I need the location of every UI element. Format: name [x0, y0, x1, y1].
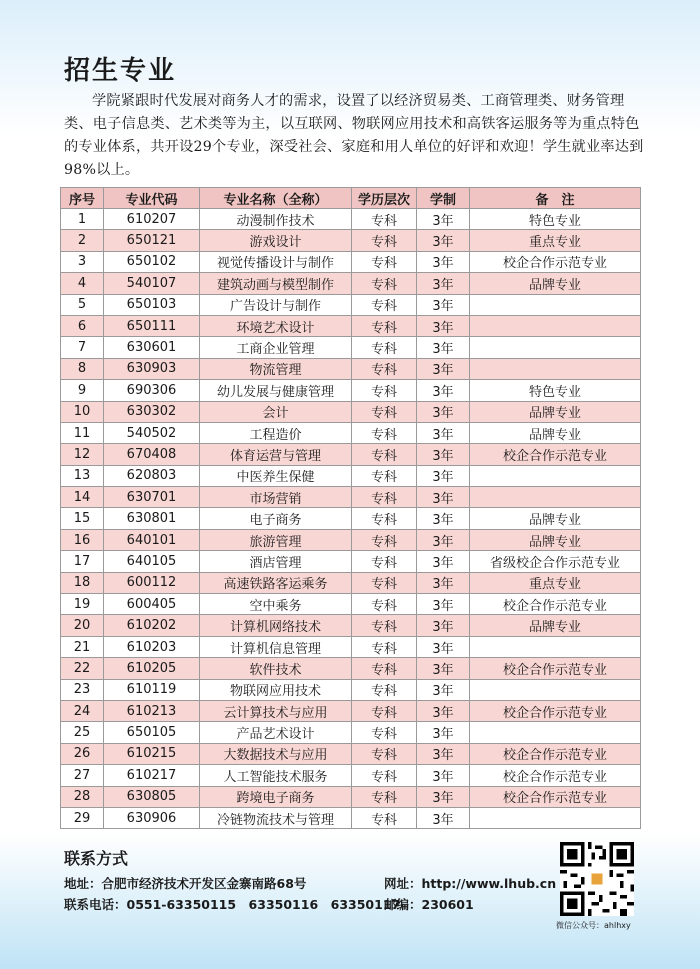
contact-title: 联系方式 — [64, 849, 129, 868]
major-code-cell: 610203 — [104, 636, 200, 657]
major-name-cell: 产品艺术设计 — [200, 722, 352, 743]
education-level-cell: 专科 — [352, 615, 417, 636]
major-code-cell: 610119 — [104, 679, 200, 700]
row-index-cell: 26 — [61, 743, 104, 764]
major-name-cell: 视觉传播设计与制作 — [200, 251, 352, 272]
intro-paragraph: 学院紧跟时代发展对商务人才的需求，设置了以经济贸易类、工商管理类、财务管理类、电子信息类、艺术类等为主，以互联网、物联网应用技术和高铁客运服务等为重点特色的专业体系，共开设29个专业，深受社会、家庭和用人单位的好评和欢迎！学生就业率达到98%以上。 — [64, 93, 644, 178]
remarks-cell: 校企合作示范专业 — [470, 251, 641, 272]
major-code-cell: 650111 — [104, 315, 200, 336]
duration-cell: 3年 — [417, 273, 470, 294]
row-index-cell: 13 — [61, 465, 104, 486]
education-level-cell: 专科 — [352, 487, 417, 508]
duration-cell: 3年 — [417, 615, 470, 636]
table-row — [61, 508, 641, 529]
major-name-cell: 工商企业管理 — [200, 337, 352, 358]
table-row — [61, 615, 641, 636]
table-header-row — [61, 188, 641, 209]
major-name-cell: 建筑动画与模型制作 — [200, 273, 352, 294]
education-level-cell: 专科 — [352, 551, 417, 572]
major-name-cell: 物流管理 — [200, 358, 352, 379]
row-index-cell: 7 — [61, 337, 104, 358]
major-name-cell: 计算机网络技术 — [200, 615, 352, 636]
major-name-cell: 环境艺术设计 — [200, 315, 352, 336]
major-code-cell: 610207 — [104, 209, 200, 230]
major-code-cell: 640105 — [104, 551, 200, 572]
table-row — [61, 422, 641, 443]
row-index-cell: 19 — [61, 594, 104, 615]
table-row — [61, 700, 641, 721]
major-name-cell: 电子商务 — [200, 508, 352, 529]
major-name-cell: 空中乘务 — [200, 594, 352, 615]
major-code-cell: 650121 — [104, 230, 200, 251]
duration-cell: 3年 — [417, 636, 470, 657]
row-index-cell: 20 — [61, 615, 104, 636]
duration-cell: 3年 — [417, 700, 470, 721]
duration-cell: 3年 — [417, 743, 470, 764]
education-level-cell: 专科 — [352, 572, 417, 593]
major-code-cell: 610202 — [104, 615, 200, 636]
education-level-cell: 专科 — [352, 679, 417, 700]
table-row — [61, 551, 641, 572]
remarks-cell — [470, 294, 641, 315]
row-index-cell: 5 — [61, 294, 104, 315]
header-level: 学历层次 — [352, 188, 417, 209]
table-row — [61, 273, 641, 294]
remarks-cell: 品牌专业 — [470, 508, 641, 529]
major-code-cell: 610217 — [104, 765, 200, 786]
major-name-cell: 软件技术 — [200, 658, 352, 679]
table-row — [61, 294, 641, 315]
duration-cell: 3年 — [417, 209, 470, 230]
major-code-cell: 540502 — [104, 422, 200, 443]
contact-address: 地址：合肥市经济技术开发区金寨南路68号 — [64, 876, 307, 891]
major-name-cell: 市场营销 — [200, 487, 352, 508]
remarks-cell — [470, 679, 641, 700]
major-code-cell: 670408 — [104, 444, 200, 465]
row-index-cell: 4 — [61, 273, 104, 294]
remarks-cell — [470, 337, 641, 358]
qr-caption: 微信公众号：ahlhxy — [556, 921, 631, 930]
table-row — [61, 401, 641, 422]
table-row — [61, 765, 641, 786]
major-name-cell: 酒店管理 — [200, 551, 352, 572]
education-level-cell: 专科 — [352, 273, 417, 294]
duration-cell: 3年 — [417, 807, 470, 828]
remarks-cell: 品牌专业 — [470, 615, 641, 636]
major-code-cell: 640101 — [104, 529, 200, 550]
header-code: 专业代码 — [104, 188, 200, 209]
major-code-cell: 650105 — [104, 722, 200, 743]
table-row — [61, 636, 641, 657]
remarks-cell: 省级校企合作示范专业 — [470, 551, 641, 572]
header-major-name: 专业名称（全称） — [200, 188, 352, 209]
row-index-cell: 24 — [61, 700, 104, 721]
major-name-cell: 高速铁路客运乘务 — [200, 572, 352, 593]
major-code-cell: 650103 — [104, 294, 200, 315]
duration-cell: 3年 — [417, 508, 470, 529]
major-code-cell: 630801 — [104, 508, 200, 529]
education-level-cell: 专科 — [352, 765, 417, 786]
major-name-cell: 跨境电子商务 — [200, 786, 352, 807]
duration-cell: 3年 — [417, 337, 470, 358]
row-index-cell: 28 — [61, 786, 104, 807]
qr-code-icon — [560, 842, 634, 916]
remarks-cell — [470, 636, 641, 657]
table-row — [61, 251, 641, 272]
table-row — [61, 722, 641, 743]
duration-cell: 3年 — [417, 401, 470, 422]
remarks-cell — [470, 722, 641, 743]
duration-cell: 3年 — [417, 765, 470, 786]
table-row — [61, 572, 641, 593]
table-row — [61, 337, 641, 358]
education-level-cell: 专科 — [352, 508, 417, 529]
row-index-cell: 11 — [61, 422, 104, 443]
row-index-cell: 3 — [61, 251, 104, 272]
duration-cell: 3年 — [417, 315, 470, 336]
education-level-cell: 专科 — [352, 594, 417, 615]
education-level-cell: 专科 — [352, 230, 417, 251]
remarks-cell: 特色专业 — [470, 380, 641, 401]
major-name-cell: 云计算技术与应用 — [200, 700, 352, 721]
header-remarks: 备 注 — [470, 188, 641, 209]
row-index-cell: 29 — [61, 807, 104, 828]
table-row — [61, 529, 641, 550]
remarks-cell — [470, 465, 641, 486]
major-name-cell: 物联网应用技术 — [200, 679, 352, 700]
education-level-cell: 专科 — [352, 444, 417, 465]
contact-postcode: 邮编：230601 — [384, 897, 474, 912]
table-row — [61, 358, 641, 379]
table-row — [61, 444, 641, 465]
major-code-cell: 650102 — [104, 251, 200, 272]
education-level-cell: 专科 — [352, 807, 417, 828]
table-row — [61, 786, 641, 807]
duration-cell: 3年 — [417, 529, 470, 550]
table-row — [61, 679, 641, 700]
header-index: 序号 — [61, 188, 104, 209]
remarks-cell: 品牌专业 — [470, 273, 641, 294]
education-level-cell: 专科 — [352, 722, 417, 743]
remarks-cell: 重点专业 — [470, 230, 641, 251]
major-code-cell: 600405 — [104, 594, 200, 615]
remarks-cell: 校企合作示范专业 — [470, 444, 641, 465]
remarks-cell — [470, 315, 641, 336]
major-name-cell: 冷链物流技术与管理 — [200, 807, 352, 828]
row-index-cell: 14 — [61, 487, 104, 508]
row-index-cell: 25 — [61, 722, 104, 743]
remarks-cell: 校企合作示范专业 — [470, 786, 641, 807]
education-level-cell: 专科 — [352, 786, 417, 807]
table-row — [61, 487, 641, 508]
major-code-cell: 630805 — [104, 786, 200, 807]
remarks-cell: 品牌专业 — [470, 529, 641, 550]
row-index-cell: 1 — [61, 209, 104, 230]
education-level-cell: 专科 — [352, 358, 417, 379]
education-level-cell: 专科 — [352, 337, 417, 358]
table-row — [61, 807, 641, 828]
major-name-cell: 游戏设计 — [200, 230, 352, 251]
remarks-cell: 校企合作示范专业 — [470, 594, 641, 615]
table-row — [61, 465, 641, 486]
major-code-cell: 630601 — [104, 337, 200, 358]
duration-cell: 3年 — [417, 487, 470, 508]
contact-website: 网址：http://www.lhub.cn — [384, 876, 557, 891]
remarks-cell: 校企合作示范专业 — [470, 743, 641, 764]
duration-cell: 3年 — [417, 444, 470, 465]
remarks-cell — [470, 487, 641, 508]
education-level-cell: 专科 — [352, 422, 417, 443]
major-name-cell: 人工智能技术服务 — [200, 765, 352, 786]
education-level-cell: 专科 — [352, 294, 417, 315]
duration-cell: 3年 — [417, 422, 470, 443]
major-name-cell: 会计 — [200, 401, 352, 422]
row-index-cell: 21 — [61, 636, 104, 657]
major-name-cell: 中医养生保健 — [200, 465, 352, 486]
major-code-cell: 540107 — [104, 273, 200, 294]
table-row — [61, 658, 641, 679]
row-index-cell: 22 — [61, 658, 104, 679]
major-name-cell: 工程造价 — [200, 422, 352, 443]
major-name-cell: 大数据技术与应用 — [200, 743, 352, 764]
education-level-cell: 专科 — [352, 658, 417, 679]
education-level-cell: 专科 — [352, 380, 417, 401]
education-level-cell: 专科 — [352, 315, 417, 336]
row-index-cell: 8 — [61, 358, 104, 379]
row-index-cell: 9 — [61, 380, 104, 401]
major-code-cell: 690306 — [104, 380, 200, 401]
major-name-cell: 广告设计与制作 — [200, 294, 352, 315]
row-index-cell: 27 — [61, 765, 104, 786]
education-level-cell: 专科 — [352, 529, 417, 550]
table-row — [61, 315, 641, 336]
education-level-cell: 专科 — [352, 251, 417, 272]
major-name-cell: 计算机信息管理 — [200, 636, 352, 657]
major-name-cell: 动漫制作技术 — [200, 209, 352, 230]
major-code-cell: 630906 — [104, 807, 200, 828]
major-code-cell: 610213 — [104, 700, 200, 721]
major-code-cell: 630302 — [104, 401, 200, 422]
duration-cell: 3年 — [417, 594, 470, 615]
row-index-cell: 18 — [61, 572, 104, 593]
row-index-cell: 16 — [61, 529, 104, 550]
education-level-cell: 专科 — [352, 743, 417, 764]
contact-phone: 联系电话：0551-63350115 63350116 63350117 — [64, 897, 401, 912]
remarks-cell: 校企合作示范专业 — [470, 700, 641, 721]
duration-cell: 3年 — [417, 722, 470, 743]
row-index-cell: 2 — [61, 230, 104, 251]
table-row — [61, 380, 641, 401]
table-row — [61, 743, 641, 764]
duration-cell: 3年 — [417, 658, 470, 679]
remarks-cell: 特色专业 — [470, 209, 641, 230]
education-level-cell: 专科 — [352, 209, 417, 230]
duration-cell: 3年 — [417, 251, 470, 272]
duration-cell: 3年 — [417, 786, 470, 807]
major-code-cell: 630701 — [104, 487, 200, 508]
table-row — [61, 594, 641, 615]
majors-table — [60, 187, 641, 829]
header-duration: 学制 — [417, 188, 470, 209]
duration-cell: 3年 — [417, 465, 470, 486]
remarks-cell: 品牌专业 — [470, 422, 641, 443]
major-code-cell: 610205 — [104, 658, 200, 679]
major-name-cell: 幼儿发展与健康管理 — [200, 380, 352, 401]
row-index-cell: 6 — [61, 315, 104, 336]
row-index-cell: 17 — [61, 551, 104, 572]
duration-cell: 3年 — [417, 551, 470, 572]
duration-cell: 3年 — [417, 230, 470, 251]
remarks-cell: 品牌专业 — [470, 401, 641, 422]
duration-cell: 3年 — [417, 679, 470, 700]
table-row — [61, 209, 641, 230]
major-name-cell: 体育运营与管理 — [200, 444, 352, 465]
remarks-cell — [470, 358, 641, 379]
education-level-cell: 专科 — [352, 401, 417, 422]
education-level-cell: 专科 — [352, 465, 417, 486]
duration-cell: 3年 — [417, 380, 470, 401]
remarks-cell: 校企合作示范专业 — [470, 765, 641, 786]
remarks-cell: 重点专业 — [470, 572, 641, 593]
education-level-cell: 专科 — [352, 700, 417, 721]
major-code-cell: 630903 — [104, 358, 200, 379]
duration-cell: 3年 — [417, 294, 470, 315]
major-code-cell: 610215 — [104, 743, 200, 764]
remarks-cell: 校企合作示范专业 — [470, 658, 641, 679]
row-index-cell: 23 — [61, 679, 104, 700]
major-code-cell: 620803 — [104, 465, 200, 486]
row-index-cell: 10 — [61, 401, 104, 422]
row-index-cell: 12 — [61, 444, 104, 465]
duration-cell: 3年 — [417, 358, 470, 379]
major-name-cell: 旅游管理 — [200, 529, 352, 550]
page-title: 招生专业 — [64, 56, 177, 86]
duration-cell: 3年 — [417, 572, 470, 593]
remarks-cell — [470, 807, 641, 828]
education-level-cell: 专科 — [352, 636, 417, 657]
row-index-cell: 15 — [61, 508, 104, 529]
major-code-cell: 600112 — [104, 572, 200, 593]
table-row — [61, 230, 641, 251]
